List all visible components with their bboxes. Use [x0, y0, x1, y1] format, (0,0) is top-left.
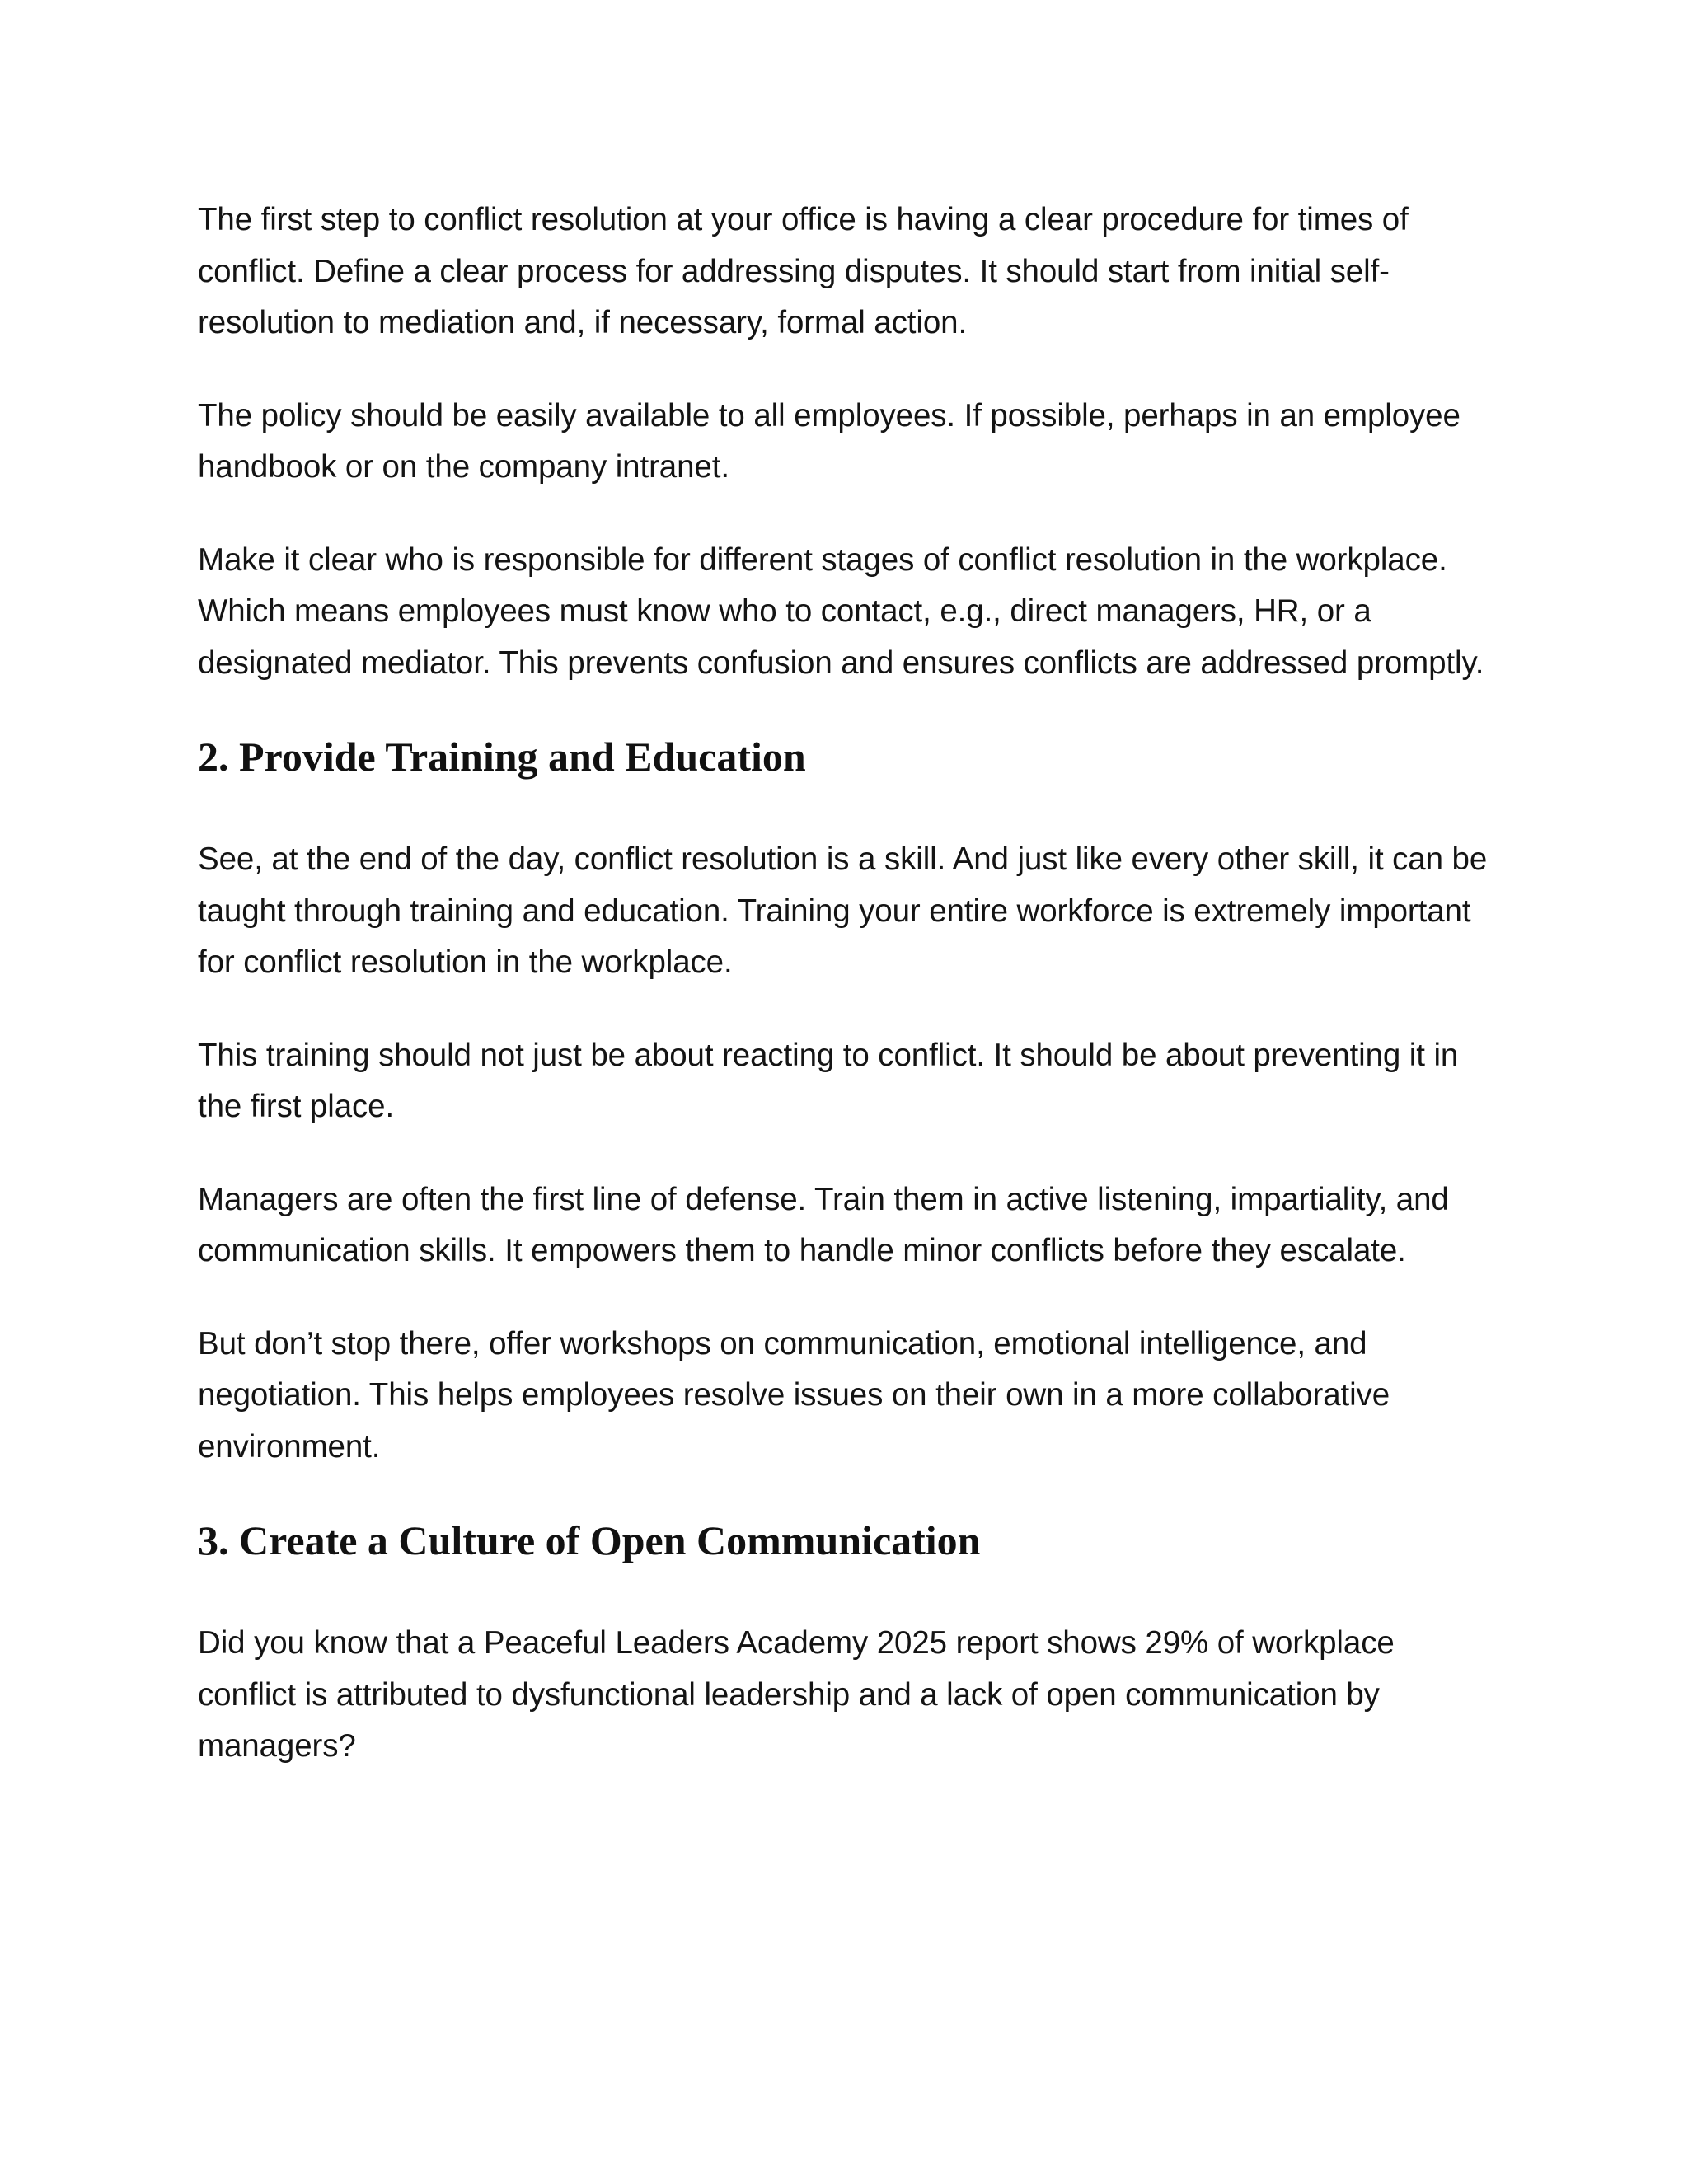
- paragraph-skill: See, at the end of the day, conflict resolution is a skill. And just like every other skill, it can be taught through training and education. Training your entire workforce is extremely important for conflict resolution in the workplace.: [198, 841, 1488, 980]
- paragraph-workshops: But don’t stop there, offer workshops on communication, emotional intelligence, and negotiation. This helps employees resolve issues on their own in a more collaborative environment.: [198, 1325, 1390, 1465]
- paragraph-managers: Managers are often the first line of defense. Train them in active listening, impartiality, and communication skills. It empowers them to handle minor conflicts before they escalate.: [198, 1181, 1449, 1268]
- paragraph-procedure: The first step to conflict resolution at your office is having a clear procedure for times of conflict. Define a clear process for addressing disputes. It should start from initial self-resolution to mediation and, if necessary, formal action.: [198, 202, 1409, 340]
- document-body: [198, 194, 1500, 1814]
- section-heading-training: 2. Provide Training and Education: [198, 733, 806, 780]
- paragraph-report: Did you know that a Peaceful Leaders Academy 2025 report shows 29% of workplace conflict is attributed to dysfunctional leadership and a lack of open communication by managers?: [198, 1625, 1395, 1764]
- paragraph-prevention: This training should not just be about reacting to conflict. It should be about preventing it in the first place.: [198, 1037, 1459, 1124]
- section-heading-communication: 3. Create a Culture of Open Communication: [198, 1517, 981, 1563]
- paragraph-policy-availability: The policy should be easily available to all employees. If possible, perhaps in an employee handbook or on the company intranet.: [198, 397, 1461, 485]
- paragraph-responsibility: Make it clear who is responsible for different stages of conflict resolution in the workplace. Which means employees must know who to contact, e.g., direct managers, HR, or a designated mediator. This prevents confusion and ensures conflicts are addressed promptly.: [198, 541, 1484, 681]
